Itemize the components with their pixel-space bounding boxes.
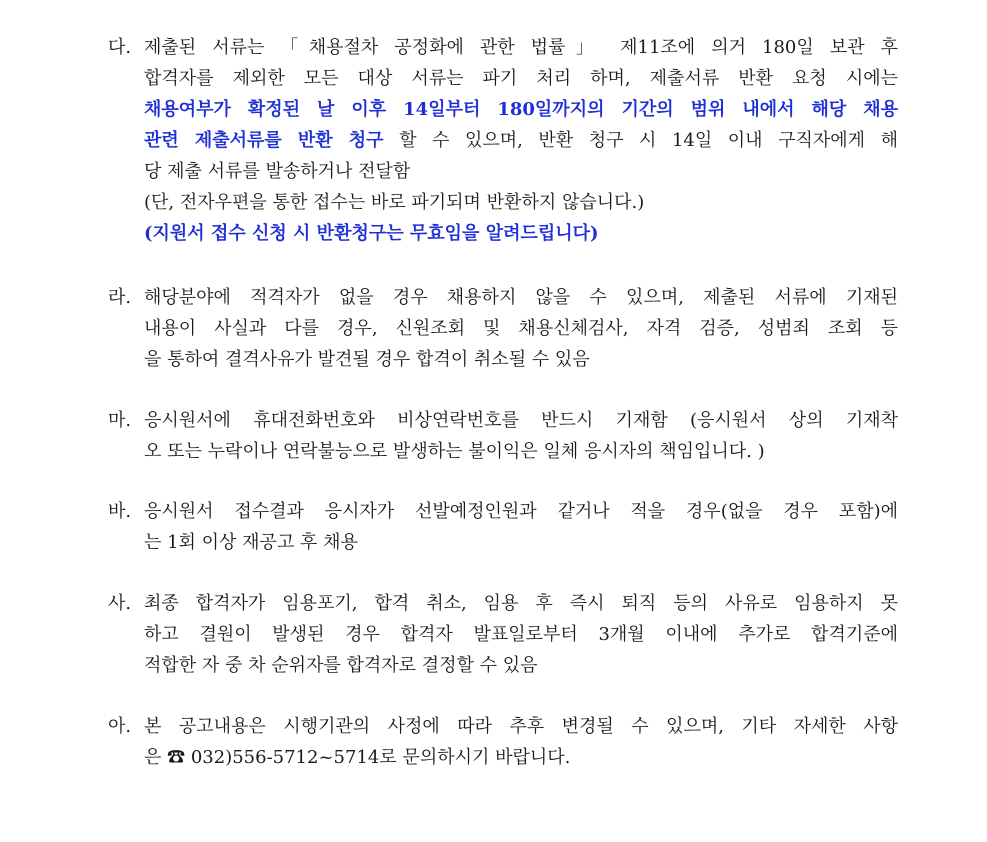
item-marker: 아. <box>108 716 132 737</box>
text-line: 본 공고내용은 시행기관의 사정에 따라 추후 변경될 수 있으며, 기타 자세한 사항 <box>144 716 898 737</box>
text-line: 응시원서에 휴대전화번호와 비상연락번호를 반드시 기재함 (응시원서 상의 기재착 <box>144 410 898 431</box>
text-line: 합격자를 제외한 모든 대상 서류는 파기 처리 하며, 제출서류 반환 요청 시에는 <box>144 68 898 89</box>
item-marker: 사. <box>108 593 132 614</box>
text-line: 관련 제출서류를 반환 청구 할 수 있으며, 반환 청구 시 14일 이내 구직자에게 해 <box>144 130 898 151</box>
text-line: 해당분야에 적격자가 없을 경우 채용하지 않을 수 있으며, 제출된 서류에 기재된 <box>144 287 898 308</box>
item-body <box>144 282 898 375</box>
text-line: 오 또는 누락이나 연락불능으로 발생하는 불이익은 일체 응시자의 책임입니다. ) <box>144 441 765 462</box>
text-line-highlight: 채용여부가 확정된 날 이후 14일부터 180일까지의 기간의 범위 내에서 해당 채용 <box>144 99 898 120</box>
item-body <box>144 405 898 467</box>
item-body <box>144 711 898 773</box>
text-line: 응시원서 접수결과 응시자가 선발예정인원과 같거나 적을 경우(없을 경우 포함)에 <box>144 501 898 522</box>
text-line: 제출된 서류는 「채용절차 공정화에 관한 법률」 제11조에 의거 180일 보관 후 <box>144 37 898 58</box>
item-marker: 라. <box>108 287 132 308</box>
notice-item-da <box>108 32 898 249</box>
item-body <box>144 32 898 249</box>
text-line: 는 1회 이상 재공고 후 채용 <box>144 532 358 553</box>
text-line: 내용이 사실과 다를 경우, 신원조회 및 채용신체검사, 자격 검증, 성범죄 조회 등 <box>144 318 898 339</box>
notice-item-sa <box>108 588 898 681</box>
notice-item-ba <box>108 496 898 558</box>
notice-item-ma <box>108 405 898 467</box>
text-line: 을 통하여 결격사유가 발견될 경우 합격이 취소될 수 있음 <box>144 349 590 370</box>
item-body <box>144 588 898 681</box>
item-marker: 마. <box>108 410 132 431</box>
text-line: 하고 결원이 발생된 경우 합격자 발표일로부터 3개월 이내에 추가로 합격기준에 <box>144 624 898 645</box>
text-line-contact: 은 ☎ 032)556-5712~5714로 문의하시기 바랍니다. <box>144 747 571 768</box>
notice-item-ra <box>108 282 898 375</box>
text-line: (단, 전자우편을 통한 접수는 바로 파기되며 반환하지 않습니다.) <box>144 192 645 213</box>
notice-item-a <box>108 711 898 773</box>
item-body <box>144 496 898 558</box>
text-line: 당 제출 서류를 발송하거나 전달함 <box>144 161 411 182</box>
item-marker: 바. <box>108 501 132 522</box>
item-marker: 다. <box>108 37 132 58</box>
text-line: 최종 합격자가 임용포기, 합격 취소, 임용 후 즉시 퇴직 등의 사유로 임용하지 못 <box>144 593 898 614</box>
text-line: 적합한 자 중 차 순위자를 합격자로 결정할 수 있음 <box>144 655 538 676</box>
text-line-highlight: (지원서 접수 신청 시 반환청구는 무효임을 알려드립니다) <box>144 223 599 244</box>
